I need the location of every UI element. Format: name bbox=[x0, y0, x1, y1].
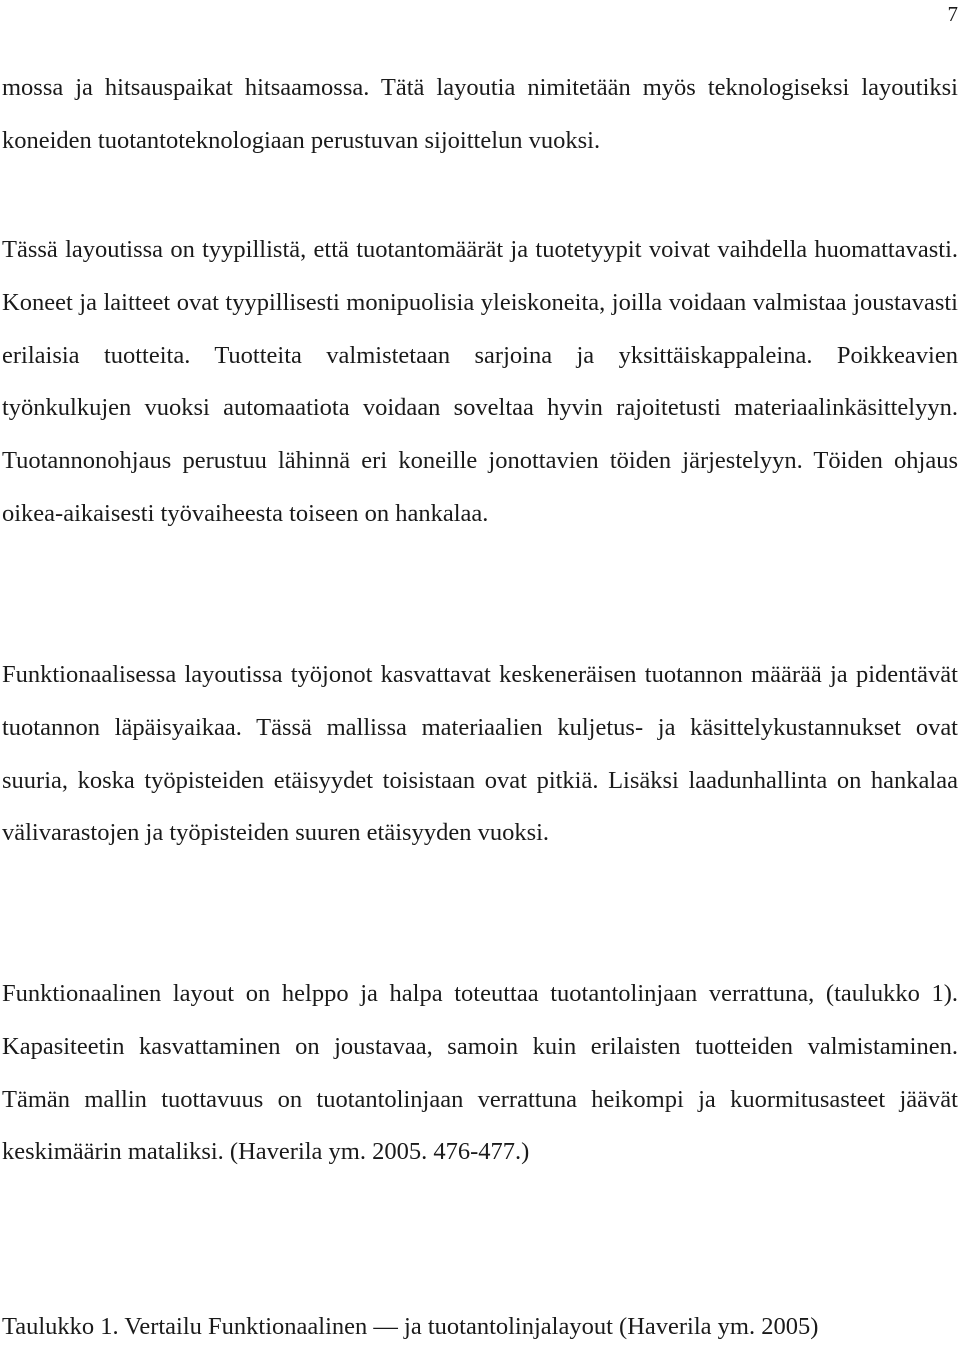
paragraph-layout-characteristics: Tässä layoutissa on tyypillistä, että tuotantomäärät ja tuotetyypit voivat vaihdella huomattavasti. Koneet ja laitteet ovat tyypillisesti monipuolisia yleiskoneita, joilla voidaan valmistaa joustavasti erilaisia tuotteita. Tuotteita valmistetaan sarjoina ja yksittäiskappaleina. Poikkeavien työnkulkujen vuoksi automaatiota voidaan soveltaa hyvin rajoitetusti materiaalinkäsittelyyn. Tuotannonohjaus perustuu lähinnä eri koneille jonottavien töiden järjestelyyn. Töiden ohjaus oikea-aikaisesti työvaiheesta toiseen on hankalaa. bbox=[2, 236, 958, 527]
paragraph-functional-layout-drawbacks: Funktionaalisessa layoutissa työjonot kasvattavat keskeneräisen tuotannon määrää ja pidentävät tuotannon läpäisyaikaa. Tässä mallissa materiaalien kuljetus- ja käsittelykustannukset ovat suuria, koska työpisteiden etäisyydet toisistaan ovat pitkiä. Lisäksi laadunhallinta on hankalaa välivarastojen ja työpisteiden suuren etäisyyden vuoksi. bbox=[2, 661, 958, 847]
paragraph-layout-continuation: mossa ja hitsauspaikat hitsaamossa. Tätä layoutia nimitetään myös teknologiseksi layoutiksi koneiden tuotantoteknologiaan perustuvan sijoittelun vuoksi. bbox=[2, 74, 958, 154]
table-caption: Taulukko 1. Vertailu Funktionaalinen — ja tuotantolinjalayout (Haverila ym. 2005) bbox=[2, 1313, 819, 1340]
paragraph-functional-layout-comparison: Funktionaalinen layout on helppo ja halpa toteuttaa tuotantolinjaan verrattuna, (taulukko 1). Kapasiteetin kasvattaminen on joustavaa, samoin kuin erilaisten tuotteiden valmistaminen. Tämän mallin tuottavuus on tuotantolinjaan verrattuna heikompi ja kuormitusasteet jäävät keskimäärin mataliksi. (Haverila ym. 2005. 476-477.) bbox=[2, 980, 958, 1166]
page-number: 7 bbox=[947, 2, 958, 26]
